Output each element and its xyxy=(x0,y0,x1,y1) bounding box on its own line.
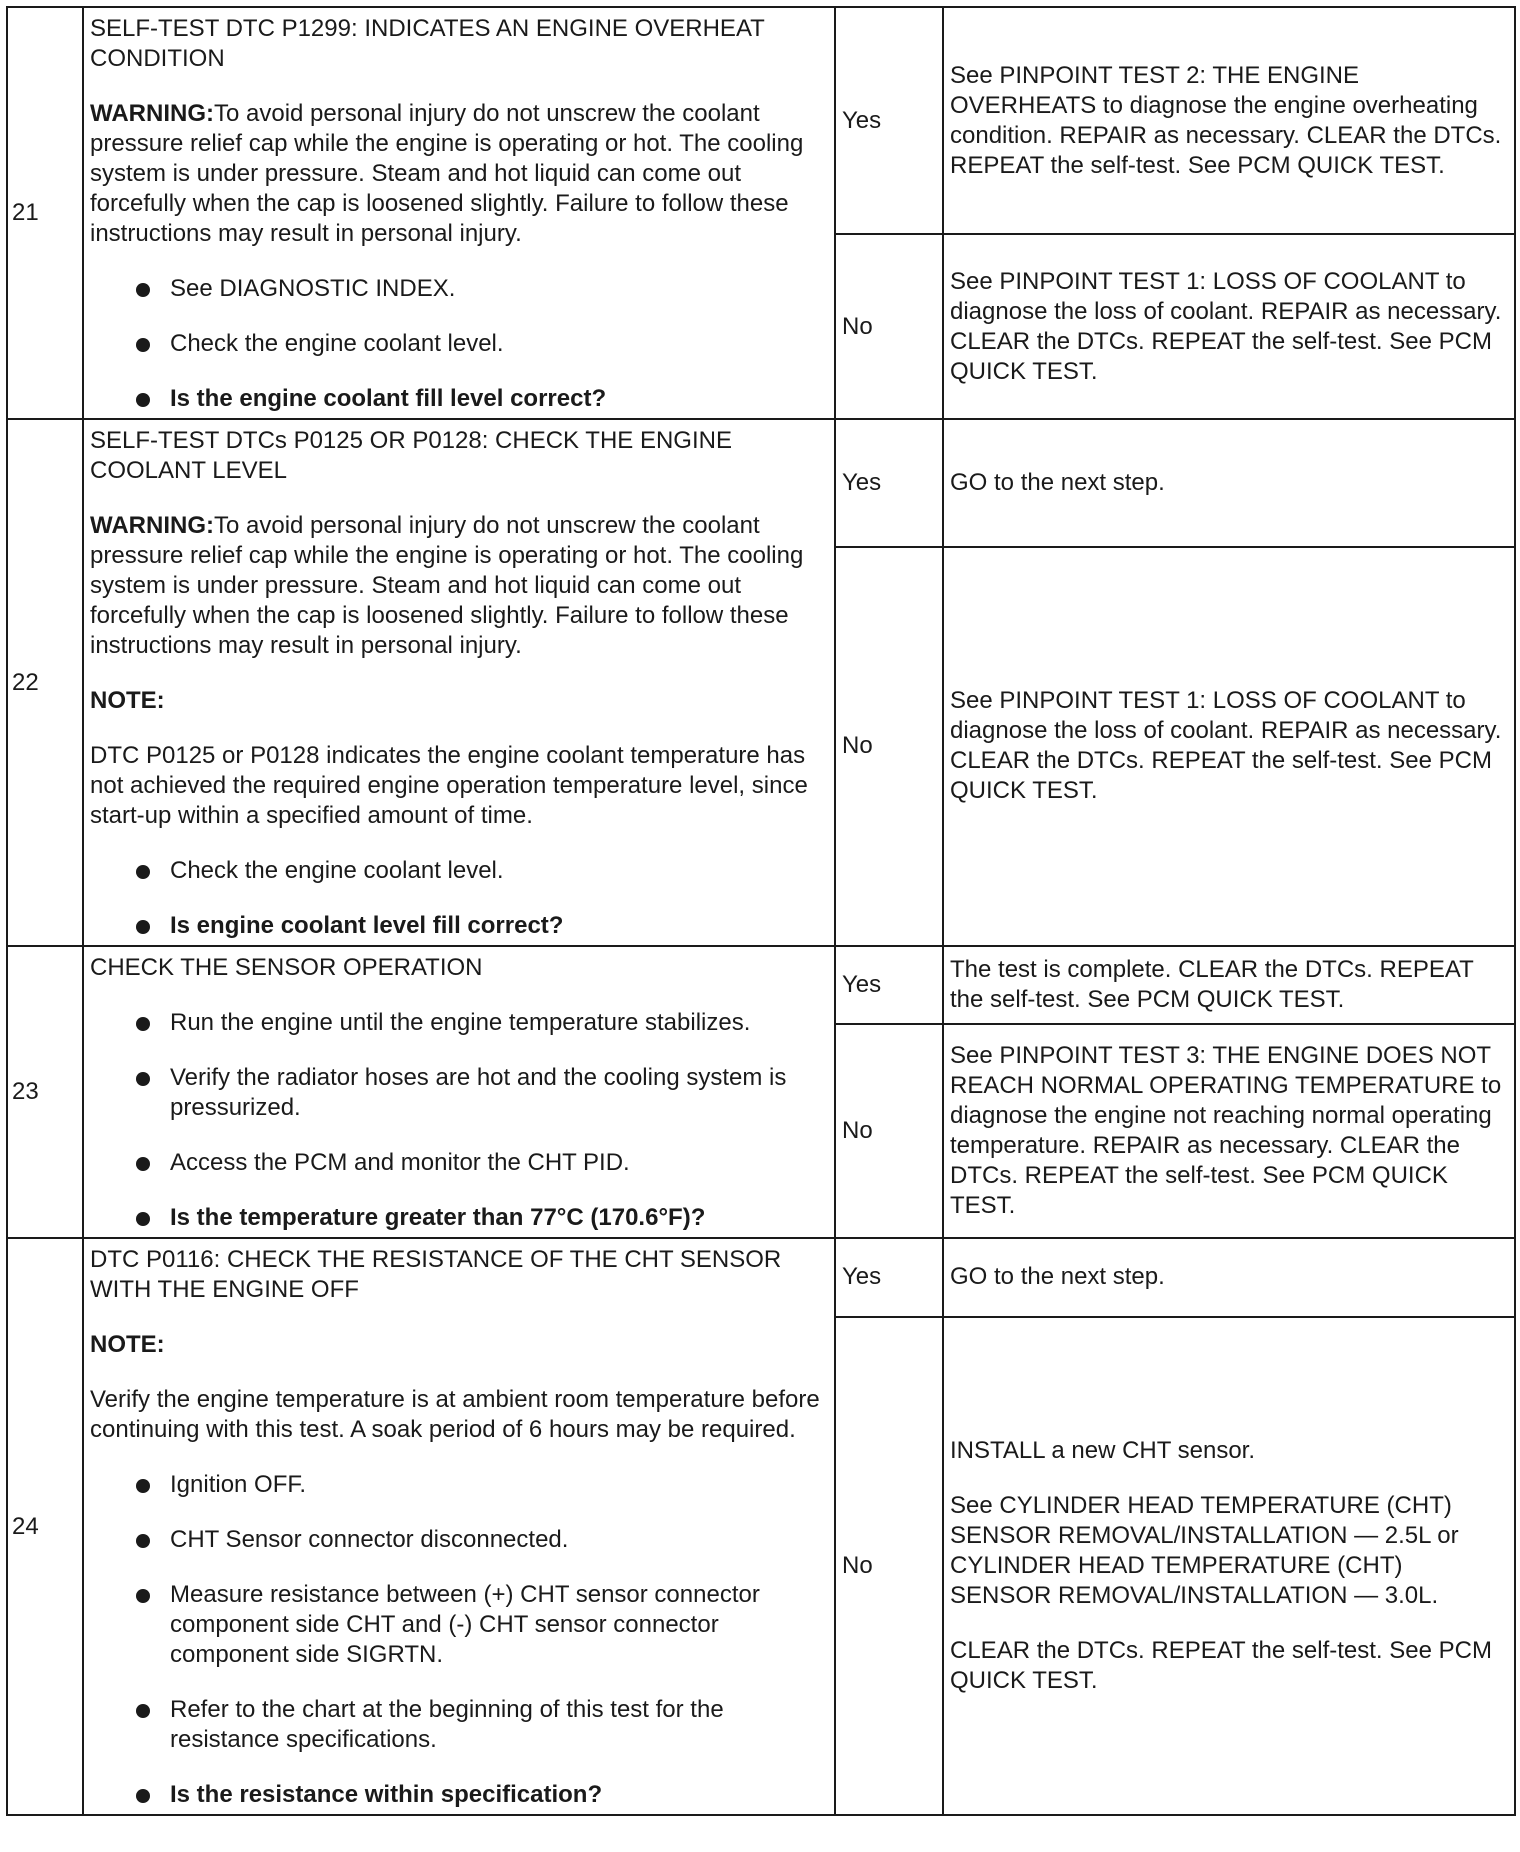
note-text: DTC P0125 or P0128 indicates the engine coolant temperature has not achieved the required engine operation temperature level, since start-up within a specified amount of time. xyxy=(90,742,808,829)
note-text: Verify the engine temperature is at ambient room temperature before continuing with this test. A soak period of 6 hours may be required. xyxy=(90,1386,820,1443)
warning-text: To avoid personal injury do not unscrew the coolant pressure relief cap while the engine is operating or hot. The cooling system is under pressure. Steam and hot liquid can come out forcefully when the cap is loosened slightly. Failure to follow these instructions may result in personal injury. xyxy=(90,100,804,247)
condition-yes: Yes xyxy=(835,419,943,547)
condition-no: No xyxy=(835,547,943,946)
diagnostic-test-body xyxy=(7,7,1515,1815)
result-yes xyxy=(943,419,1515,547)
result-no-text: CLEAR the DTCs. REPEAT the self-test. See PCM QUICK TEST. xyxy=(950,1636,1492,1694)
instruction-item: Refer to the chart at the beginning of this test for the resistance specifications. xyxy=(90,1695,826,1755)
result-no-text: See PINPOINT TEST 1: LOSS OF COOLANT to diagnose the loss of coolant. REPAIR as necessary. CLEAR the DTCs. REPEAT the self-test. See PCM QUICK TEST. xyxy=(950,267,1502,385)
step-action-cell xyxy=(83,1238,835,1815)
result-no xyxy=(943,234,1515,419)
condition-yes: Yes xyxy=(835,946,943,1024)
instruction-item: See DIAGNOSTIC INDEX. xyxy=(90,274,826,304)
step-row-23-yes xyxy=(7,946,1515,1024)
diagnostic-test-table xyxy=(6,6,1516,1816)
instruction-list xyxy=(90,274,826,414)
step-question: Is the engine coolant fill level correct? xyxy=(90,384,826,414)
result-yes xyxy=(943,7,1515,234)
condition-no: No xyxy=(835,1317,943,1815)
condition-yes: Yes xyxy=(835,1238,943,1317)
step-number: 21 xyxy=(7,7,83,419)
result-no-text: INSTALL a new CHT sensor. xyxy=(950,1436,1256,1464)
result-yes xyxy=(943,946,1515,1024)
condition-no: No xyxy=(835,234,943,419)
step-row-24-yes xyxy=(7,1238,1515,1317)
condition-yes: Yes xyxy=(835,7,943,234)
step-number: 24 xyxy=(7,1238,83,1815)
result-no-text: See CYLINDER HEAD TEMPERATURE (CHT) SENSOR REMOVAL/INSTALLATION — 2.5L or CYLINDER HEAD TEMPERATURE (CHT) SENSOR REMOVAL/INSTALLATION — 3.0L. xyxy=(950,1491,1459,1609)
result-no xyxy=(943,1317,1515,1815)
instruction-list xyxy=(90,1008,826,1233)
instruction-item: Access the PCM and monitor the CHT PID. xyxy=(90,1148,826,1178)
result-yes-text: GO to the next step. xyxy=(950,1263,1165,1291)
warning-text: To avoid personal injury do not unscrew the coolant pressure relief cap while the engine is operating or hot. The cooling system is under pressure. Steam and hot liquid can come out forcefully when the cap is loosened slightly. Failure to follow these instructions may result in personal injury. xyxy=(90,512,804,659)
step-question: Is engine coolant level fill correct? xyxy=(90,911,826,941)
instruction-list xyxy=(90,856,826,941)
step-number: 23 xyxy=(7,946,83,1238)
result-no-text: See PINPOINT TEST 1: LOSS OF COOLANT to diagnose the loss of coolant. REPAIR as necessary. CLEAR the DTCs. REPEAT the self-test. See PCM QUICK TEST. xyxy=(950,687,1502,805)
warning-block xyxy=(90,511,826,661)
step-action-cell xyxy=(83,419,835,946)
instruction-item: Ignition OFF. xyxy=(90,1470,826,1500)
step-title: SELF-TEST DTCs P0125 OR P0128: CHECK THE ENGINE COOLANT LEVEL xyxy=(90,427,732,484)
result-yes xyxy=(943,1238,1515,1317)
step-title: CHECK THE SENSOR OPERATION xyxy=(90,954,483,981)
step-title: DTC P0116: CHECK THE RESISTANCE OF THE CHT SENSOR WITH THE ENGINE OFF xyxy=(90,1246,782,1303)
note-label: NOTE: xyxy=(90,687,165,714)
instruction-item: Check the engine coolant level. xyxy=(90,856,826,886)
condition-no: No xyxy=(835,1024,943,1238)
instruction-item: Verify the radiator hoses are hot and the cooling system is pressurized. xyxy=(90,1063,826,1123)
step-action-cell xyxy=(83,7,835,419)
result-no-text: See PINPOINT TEST 3: THE ENGINE DOES NOT REACH NORMAL OPERATING TEMPERATURE to diagnose the engine not reaching normal operating temperature. REPAIR as necessary. CLEAR the DTCs. REPEAT the self-test. See PCM QUICK TEST. xyxy=(950,1042,1502,1220)
result-yes-text: See PINPOINT TEST 2: THE ENGINE OVERHEATS to diagnose the engine overheating condition. REPAIR as necessary. CLEAR the DTCs. REPEAT the self-test. See PCM QUICK TEST. xyxy=(950,61,1502,179)
step-question: Is the temperature greater than 77°C (170.6°F)? xyxy=(90,1203,826,1233)
result-no xyxy=(943,547,1515,946)
instruction-list xyxy=(90,1470,826,1810)
step-action-cell xyxy=(83,946,835,1238)
warning-label: WARNING: xyxy=(90,512,214,539)
instruction-item: Run the engine until the engine temperature stabilizes. xyxy=(90,1008,826,1038)
step-title: SELF-TEST DTC P1299: INDICATES AN ENGINE OVERHEAT CONDITION xyxy=(90,15,765,72)
warning-block xyxy=(90,99,826,249)
step-row-22-yes xyxy=(7,419,1515,547)
note-label: NOTE: xyxy=(90,1331,165,1358)
warning-label: WARNING: xyxy=(90,100,214,127)
instruction-item: Check the engine coolant level. xyxy=(90,329,826,359)
instruction-item: Measure resistance between (+) CHT sensor connector component side CHT and (-) CHT sensor connector component side SIGRTN. xyxy=(90,1580,826,1670)
instruction-item: CHT Sensor connector disconnected. xyxy=(90,1525,826,1555)
result-no xyxy=(943,1024,1515,1238)
step-row-21-yes xyxy=(7,7,1515,234)
step-question: Is the resistance within specification? xyxy=(90,1780,826,1810)
step-number: 22 xyxy=(7,419,83,946)
result-yes-text: GO to the next step. xyxy=(950,468,1165,496)
result-yes-text: The test is complete. CLEAR the DTCs. REPEAT the self-test. See PCM QUICK TEST. xyxy=(950,956,1474,1014)
